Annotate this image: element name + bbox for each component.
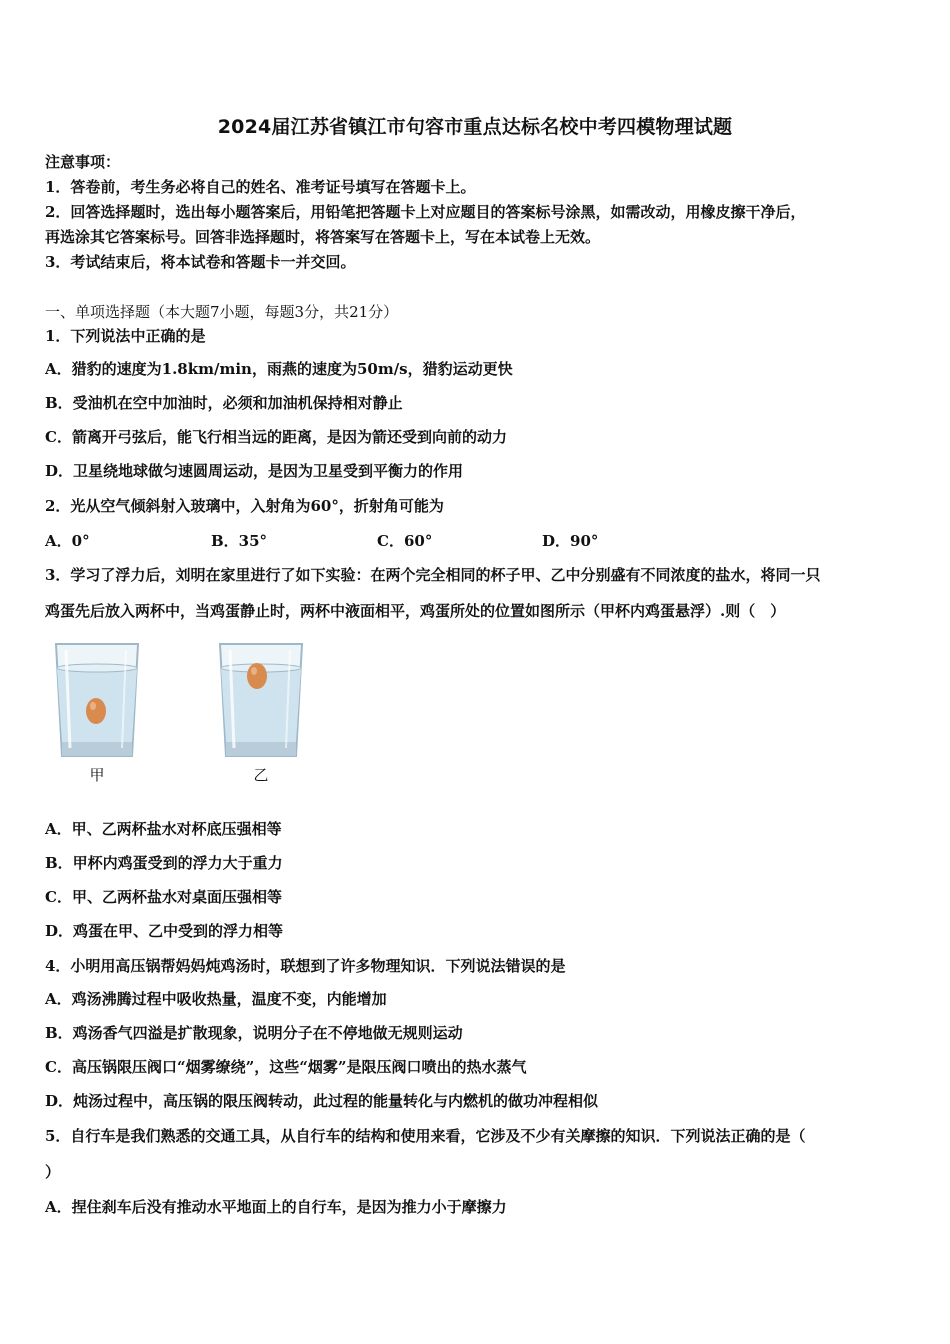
- q3-stem-line1: 3．学习了浮力后，刘明在家里进行了如下实验：在两个完全相同的杯子甲、乙中分别盛有不同浓度的盐水，将同一只: [45, 566, 821, 584]
- q1-option-d: D．卫星绕地球做匀速圆周运动，是因为卫星受到平衡力的作用: [45, 462, 464, 480]
- section-heading: 一、单项选择题（本大题7小题，每题3分，共21分）: [45, 303, 399, 321]
- q2-options: [45, 530, 745, 552]
- notice-heading: 注意事项：: [45, 153, 121, 171]
- page-title: 2024届江苏省镇江市句容市重点达标名校中考四模物理试题: [217, 116, 733, 138]
- glass-yi-label: 乙: [253, 766, 269, 784]
- notice-item-2-cont: 再选涂其它答案标号。回答非选择题时，将答案写在答题卡上，写在本试卷上无效。: [45, 228, 601, 246]
- glass-jia: [52, 638, 142, 788]
- q2-option-a: A．0°: [45, 532, 90, 550]
- notice-item-1: 1．答卷前，考生务必将自己的姓名、准考证号填写在答题卡上。: [45, 178, 476, 196]
- q3-option-b: B．甲杯内鸡蛋受到的浮力大于重力: [45, 854, 283, 872]
- glass-jia-image: [52, 638, 142, 760]
- q4-option-b: B．鸡汤香气四溢是扩散现象，说明分子在不停地做无规则运动: [45, 1024, 463, 1042]
- q3-stem-line2: 鸡蛋先后放入两杯中，当鸡蛋静止时，两杯中液面相平，鸡蛋所处的位置如图所示（甲杯内鸡蛋悬浮）.则（ ）: [45, 602, 786, 620]
- q5-option-a: A．捏住刹车后没有推动水平地面上的自行车，是因为推力小于摩擦力: [45, 1198, 507, 1216]
- q2-option-d: D．90°: [542, 532, 599, 550]
- q4-option-c: C．高压锅限压阀口“烟雾缭绕”，这些“烟雾”是限压阀口喷出的热水蒸气: [45, 1058, 527, 1076]
- q1-option-b: B．受油机在空中加油时，必须和加油机保持相对静止: [45, 394, 403, 412]
- q4-stem: 4．小明用高压锅帮妈妈炖鸡汤时，联想到了许多物理知识．下列说法错误的是: [45, 957, 566, 975]
- notice-item-3: 3．考试结束后，将本试卷和答题卡一并交回。: [45, 253, 356, 271]
- q1-option-c: C．箭离开弓弦后，能飞行相当远的距离，是因为箭还受到向前的动力: [45, 428, 507, 446]
- q2-stem: 2．光从空气倾斜射入玻璃中，入射角为60°，折射角可能为: [45, 497, 444, 515]
- glass-jia-label: 甲: [89, 766, 105, 784]
- q3-figure: [52, 638, 322, 788]
- q5-stem-line1: 5．自行车是我们熟悉的交通工具，从自行车的结构和使用来看，它涉及不少有关摩擦的知识．下列说法正确的是（: [45, 1127, 806, 1145]
- q2-option-b: B．35°: [211, 532, 268, 550]
- q1-stem: 1．下列说法中正确的是: [45, 327, 206, 345]
- q2-option-c: C．60°: [377, 532, 433, 550]
- q3-option-d: D．鸡蛋在甲、乙中受到的浮力相等: [45, 922, 284, 940]
- notice-item-2: 2．回答选择题时，选出每小题答案后，用铅笔把答题卡上对应题目的答案标号涂黑，如需改动，用橡皮擦干净后，: [45, 203, 806, 221]
- q4-option-d: D．炖汤过程中，高压锅的限压阀转动，此过程的能量转化与内燃机的做功冲程相似: [45, 1092, 599, 1110]
- q5-stem-line2: ）: [45, 1163, 61, 1181]
- glass-yi: [216, 638, 306, 788]
- q1-option-a: A．猎豹的速度为1.8km/min，雨燕的速度为50m/s，猎豹运动更快: [45, 360, 513, 378]
- glass-yi-image: [216, 638, 306, 760]
- q4-option-a: A．鸡汤沸腾过程中吸收热量，温度不变，内能增加: [45, 990, 387, 1008]
- q3-option-a: A．甲、乙两杯盐水对杯底压强相等: [45, 820, 282, 838]
- q3-option-c: C．甲、乙两杯盐水对桌面压强相等: [45, 888, 282, 906]
